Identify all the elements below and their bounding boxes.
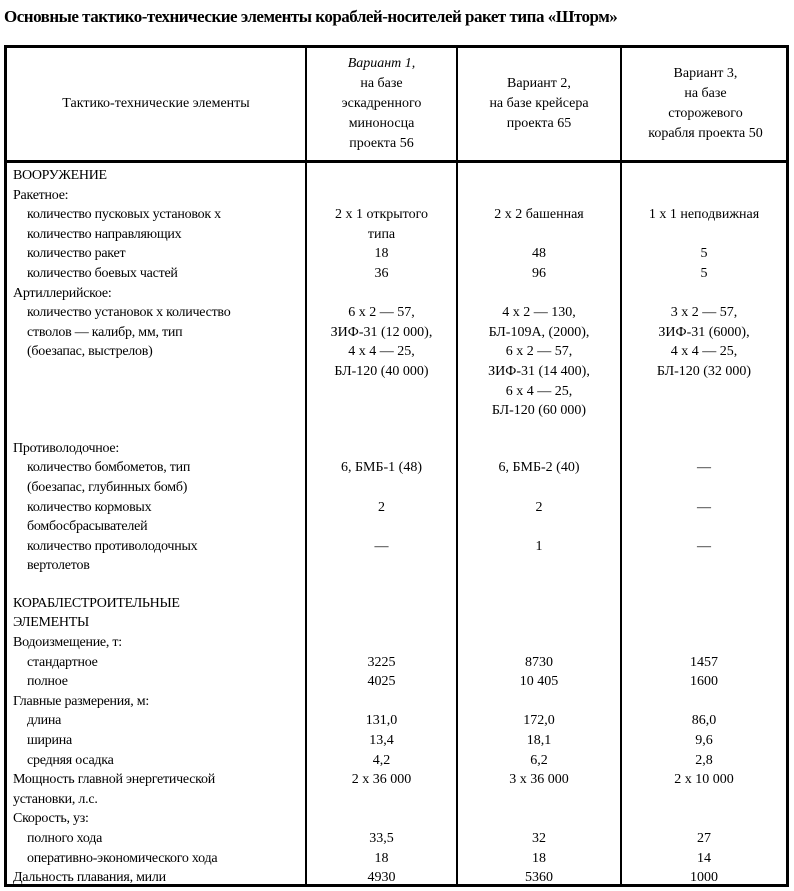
variant-3-value: 9,6 [695,733,713,749]
variant-3-value: 5 [700,246,708,262]
spacer-row [7,421,786,439]
variant-3-value: 1600 [690,674,718,690]
row-label: количество установок х количество [27,305,231,321]
variant-3-value: 1457 [690,654,718,670]
table-row [7,517,786,537]
table-body [7,166,786,888]
variant-1-value: типа [367,226,396,242]
variant-3-value: 5 [700,265,708,281]
variant-1-value: 36 [374,265,389,281]
variant-2-value: 172,0 [523,713,555,729]
header-line: корабля проекта 50 [648,126,763,141]
variant-2-value: 96 [532,265,546,281]
variant-3-value: 2,8 [695,752,713,768]
variant-2-value [458,478,620,498]
variant-2-value: 5360 [525,870,553,886]
table-row [7,244,786,264]
header-elements-label: Тактико-технические элементы [62,96,250,111]
variant-3-value [622,517,786,537]
row-label: установки, л.с. [13,791,98,807]
header-variant-3 [622,48,789,160]
variant-3-value: 3 х 2 — 57, [670,305,738,321]
variant-2-value: 1 [535,538,543,554]
row-label: количество бомбометов, тип [27,460,191,476]
variant-3-value [622,401,786,421]
variant-2-value: 3 х 36 000 [509,772,569,788]
variant-1-value: 131,0 [365,713,398,729]
variant-3-value [622,478,786,498]
variant-1-value: — [374,538,389,554]
variant-2-value: 10 405 [519,674,559,690]
variant-1-value [307,517,456,537]
row-label: Противолодочное: [13,440,120,456]
row-label: стволов — калибр, мм, тип [27,324,183,340]
variant-2-value: 18 [532,850,546,866]
row-label: Мощность главной энергетической [13,772,216,788]
variant-3-value: — [697,460,711,476]
section-row [7,594,786,614]
variant-3-value: 86,0 [691,713,717,729]
row-label: полное [27,674,68,690]
table-row [7,498,786,518]
row-label: стандартное [27,654,98,670]
variant-2-value: 6,2 [530,752,548,768]
row-label: ВООРУЖЕНИЕ [13,168,107,183]
row-label: количество кормовых [27,499,152,515]
row-label [7,382,305,402]
row-label: оперативно-экономического хода [27,850,218,866]
row-label: количество пусковых установок х [27,207,221,223]
section-row [7,613,786,633]
variant-3-value: 27 [697,831,711,846]
group-row [7,692,786,712]
variant-3-value: 4 х 4 — 25, [670,344,738,360]
variant-1-value: 4 х 4 — 25, [348,344,415,360]
variant-2-value: 2 [535,499,543,515]
variant-2-value: 32 [532,831,546,846]
row-label: Водоизмещение, т: [13,635,122,651]
variant-2-value [458,225,620,245]
header-line: сторожевого [668,106,743,121]
row-label: Ракетное: [13,187,69,203]
table-row [7,205,786,225]
group-row [7,868,786,888]
variant-2-value [458,517,620,537]
variant-3-value: ЗИФ-31 (6000), [658,324,750,340]
header-line: на базе крейсера [489,96,589,111]
variant-2-value: БЛ-120 (60 000) [491,403,587,419]
row-label: количество ракет [27,246,126,262]
header-elements [7,48,305,160]
table-row [7,458,786,478]
table-row [7,303,786,323]
header-variant-2 [458,48,620,160]
variant-1-value: 6, БМБ-1 (48) [340,460,422,476]
row-label: средняя осадка [27,752,114,768]
table-row [7,829,786,849]
variant-1-value: 2 х 1 открытого [335,207,428,223]
header-line: на базе [684,86,727,101]
variant-2-value: 48 [532,246,546,262]
row-label: Артиллерийское: [13,285,112,301]
variant-1-value [307,382,456,402]
row-label [7,401,305,421]
variant-1-value: 33,5 [369,831,394,846]
row-label: Дальность плавания, мили [13,870,166,886]
variant-1-value: 2 х 36 000 [351,772,412,788]
section-row [7,166,786,186]
group-row [7,284,786,304]
header-line: Вариант 2, [507,76,571,91]
variant-1-value: 2 [378,499,385,515]
group-row [7,186,786,206]
table-row [7,672,786,692]
table-row [7,342,786,362]
variant-2-value: БЛ-109А, (2000), [488,324,590,340]
variant-1-value: 4025 [367,674,396,690]
table-row [7,323,786,343]
table-row [7,849,786,869]
row-label: (боезапас, глубинных бомб) [27,479,188,495]
variant-3-value [622,382,786,402]
variant-3-value: 1 х 1 неподвижная [648,207,760,223]
variant-2-value: ЗИФ-31 (14 400), [488,363,590,379]
variant-2-value [458,556,620,576]
variant-3-value: БЛ-120 (32 000) [656,363,752,379]
table-row [7,711,786,731]
header-line: проекта 65 [506,116,572,131]
row-label: бомбосбрасывателей [27,519,148,535]
variant-3-value: — [697,538,711,554]
row-label [7,362,305,382]
spacer-row [7,576,786,594]
group-row [7,790,786,810]
row-label: ЭЛЕМЕНТЫ [13,615,89,631]
table-row [7,731,786,751]
table-row [7,478,786,498]
group-row [7,809,786,829]
variant-1-value [307,478,456,498]
header-variant-1 [307,48,456,160]
header-line: на базе [360,76,403,91]
row-label: Главные размерения, м: [13,693,149,709]
variant-1-value [307,556,456,576]
variant-1-value: ЗИФ-31 (12 000), [330,324,433,340]
variant-1-value: БЛ-120 (40 000) [334,363,429,379]
table-row [7,382,786,402]
table-row [7,537,786,557]
table-title: Основные тактико-технические элементы кораблей-носителей ракет типа «Шторм» [4,7,618,26]
group-row [7,770,786,790]
row-label: Скорость, уз: [13,811,89,827]
variant-3-value: — [697,499,711,515]
variant-1-value: 18 [374,246,389,262]
variant-2-value: 6 х 2 — 57, [505,344,573,360]
row-label: количество противолодочных [27,538,198,554]
table-row [7,362,786,382]
variant-3-value [622,556,786,576]
row-label: КОРАБЛЕСТРОИТЕЛЬНЫЕ [13,595,180,611]
table-row [7,751,786,771]
header-line: эскадренного [341,96,422,111]
header-line: проекта 56 [349,136,414,151]
header-line: миноносца [348,116,415,131]
header-line: Вариант 3, [673,66,738,81]
variant-3-value [622,225,786,245]
group-row [7,439,786,459]
table-row [7,653,786,673]
header-line: Вариант 1, [347,56,416,71]
variant-1-value: 18 [374,850,389,866]
table-row [7,556,786,576]
variant-1-value: 6 х 2 — 57, [348,305,415,321]
row-label: количество направляющих [27,226,182,242]
row-label: длина [27,713,62,729]
variant-3-value: 14 [697,850,711,866]
variant-1-value: 4,2 [372,752,391,768]
table-row [7,225,786,245]
row-label: полного хода [27,831,103,846]
variant-2-value: 2 х 2 башенная [494,207,584,223]
variant-2-value: 4 х 2 — 130, [502,305,576,321]
table-row [7,264,786,284]
variant-2-value: 18,1 [526,733,552,749]
variant-1-value: 4930 [367,870,396,886]
row-label: (боезапас, выстрелов) [27,344,153,360]
group-row [7,633,786,653]
variant-1-value: 13,4 [369,733,394,749]
variant-2-value: 8730 [525,654,553,670]
table-row [7,401,786,421]
row-label: ширина [27,733,72,749]
specs-table [4,45,789,887]
row-label: количество боевых частей [27,265,178,281]
variant-1-value [307,401,456,421]
variant-2-value: 6 х 4 — 25, [505,383,573,399]
row-label: вертолетов [27,558,90,574]
variant-1-value: 3225 [367,654,396,670]
header-divider [7,160,786,163]
variant-2-value: 6, БМБ-2 (40) [498,460,580,476]
variant-3-value: 2 х 10 000 [674,772,734,788]
variant-3-value: 1000 [690,870,718,886]
